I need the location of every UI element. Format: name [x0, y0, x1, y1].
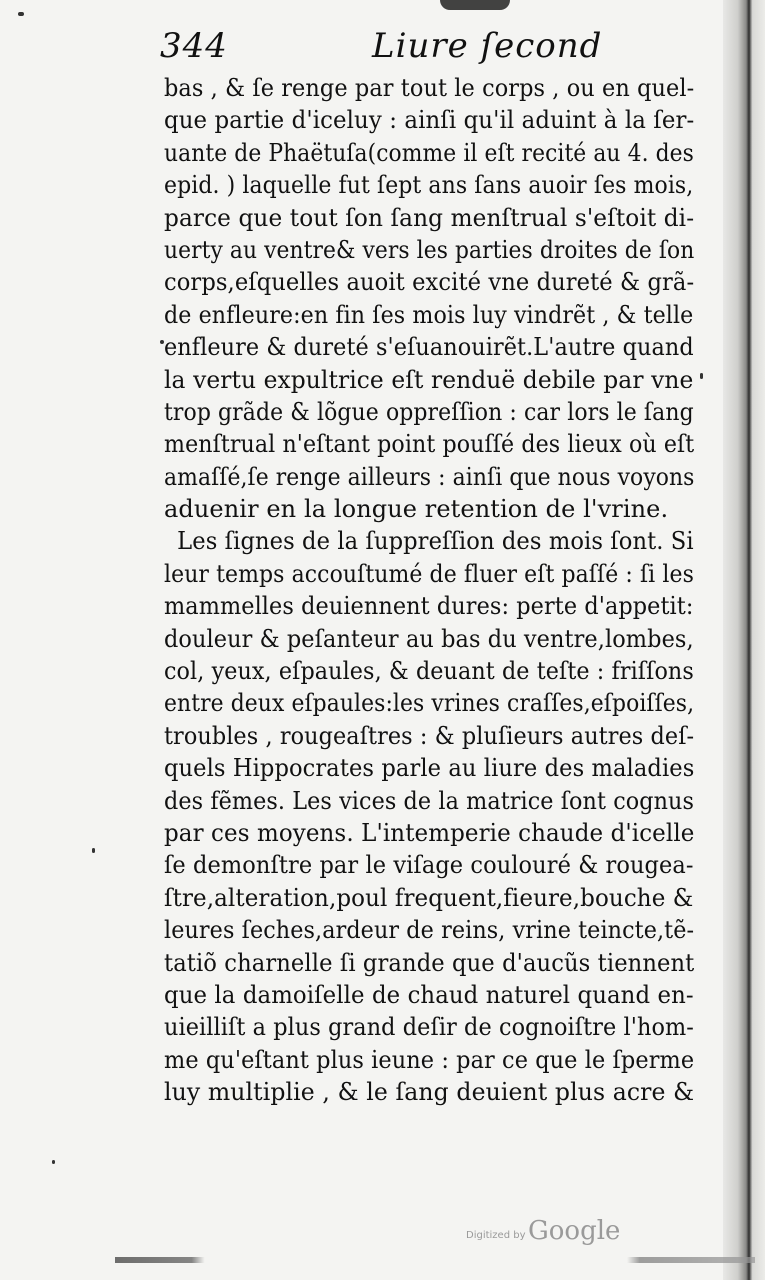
text-line: entre deux eſpaules:les vrines craſſes,eſpoiſſes, [164, 689, 695, 718]
text-line: quels Hippocrates parle au liure des maladies [164, 754, 695, 783]
watermark-logo: Google [528, 1216, 621, 1246]
page-gutter-edge [723, 0, 765, 1280]
text-line: enfleure & dureté s'eſuanouirẽt.L'autre quand [164, 333, 694, 362]
text-line: uieilliſt a plus grand deſir de cognoiſtre l'hom- [164, 1013, 694, 1042]
scan-bottom-edge [115, 1257, 755, 1263]
text-line: Les ſignes de la ſuppreſſion des mois ſont. Si [177, 527, 694, 556]
scan-smudge [440, 0, 510, 10]
text-line: que partie d'iceluy : ainſi qu'il aduint à la ſer- [164, 106, 695, 135]
page-header [160, 26, 720, 70]
text-line: aduenir en la longue retention de l'vrine. [164, 495, 669, 524]
running-head: Liure ſecond [372, 26, 603, 66]
watermark-prefix: Digitized by [466, 1230, 526, 1241]
scan-speck [52, 1160, 55, 1164]
text-line: col, yeux, eſpaules, & deuant de teſte : friſſons [164, 657, 694, 686]
text-line: parce que tout ſon ſang menſtrual s'eſtoit di- [164, 203, 695, 232]
text-line: que la damoiſelle de chaud naturel quand en- [164, 980, 694, 1009]
text-line: ſe demonſtre par le viſage coulouré & rougea- [164, 851, 694, 880]
text-line: leures ſeches,ardeur de reins, vrine teincte,tẽ- [164, 916, 695, 945]
scan-speck [700, 373, 703, 379]
text-line: uerty au ventre& vers les parties droites de ſon [164, 235, 695, 264]
text-line: leur temps accouſtumé de fluer eſt paſſé : ſi les [164, 559, 694, 588]
text-line: par ces moyens. L'intemperie chaude d'icelle [164, 818, 695, 847]
text-line: epid. ) laquelle fut ſept ans ſans auoir ſes mois, [164, 171, 694, 200]
scan-speck [18, 12, 24, 16]
text-line: ſtre,alteration,poul frequent,fieure,bouche & [164, 883, 694, 912]
text-line: troubles , rougeaſtres : & pluſieurs autres deſ- [164, 721, 695, 750]
page-number: 344 [160, 26, 228, 66]
text-line: corps,eſquelles auoit excité vne dureté & grã- [164, 268, 695, 297]
text-line: trop grãde & lõgue oppreſſion : car lors le ſang [164, 397, 694, 426]
text-line: bas , & ſe renge par tout le corps , ou en quel- [164, 74, 695, 102]
text-line: amaſſé,ſe renge ailleurs : ainſi que nous voyons [164, 462, 695, 491]
text-line: me qu'eſtant plus ieune : par ce que le ſperme [164, 1045, 695, 1074]
scan-speck [92, 848, 95, 853]
text-line: luy multiplie , & le ſang deuient plus acre & [164, 1078, 695, 1107]
digitization-watermark [466, 1218, 646, 1252]
text-line: uante de Phaëtuſa(comme il eſt recité au 4. des [164, 138, 694, 167]
text-line: mammelles deuiennent dures: perte d'appetit: [164, 592, 694, 621]
body-text [164, 72, 694, 1109]
text-line: douleur & peſanteur au bas du ventre,lombes, [164, 624, 694, 653]
text-line: des fẽmes. Les vices de la matrice ſont cognus [164, 786, 695, 815]
text-line: tatiõ charnelle ſi grande que d'aucũs tiennent [164, 948, 695, 977]
text-line: de enfleure:en fin ſes mois luy vindrẽt , & telle [164, 300, 694, 329]
text-line: menſtrual n'eſtant point pouſſé des lieux où eſt [164, 430, 695, 459]
text-line: la vertu expultrice eſt renduë debile par vne [164, 365, 694, 394]
